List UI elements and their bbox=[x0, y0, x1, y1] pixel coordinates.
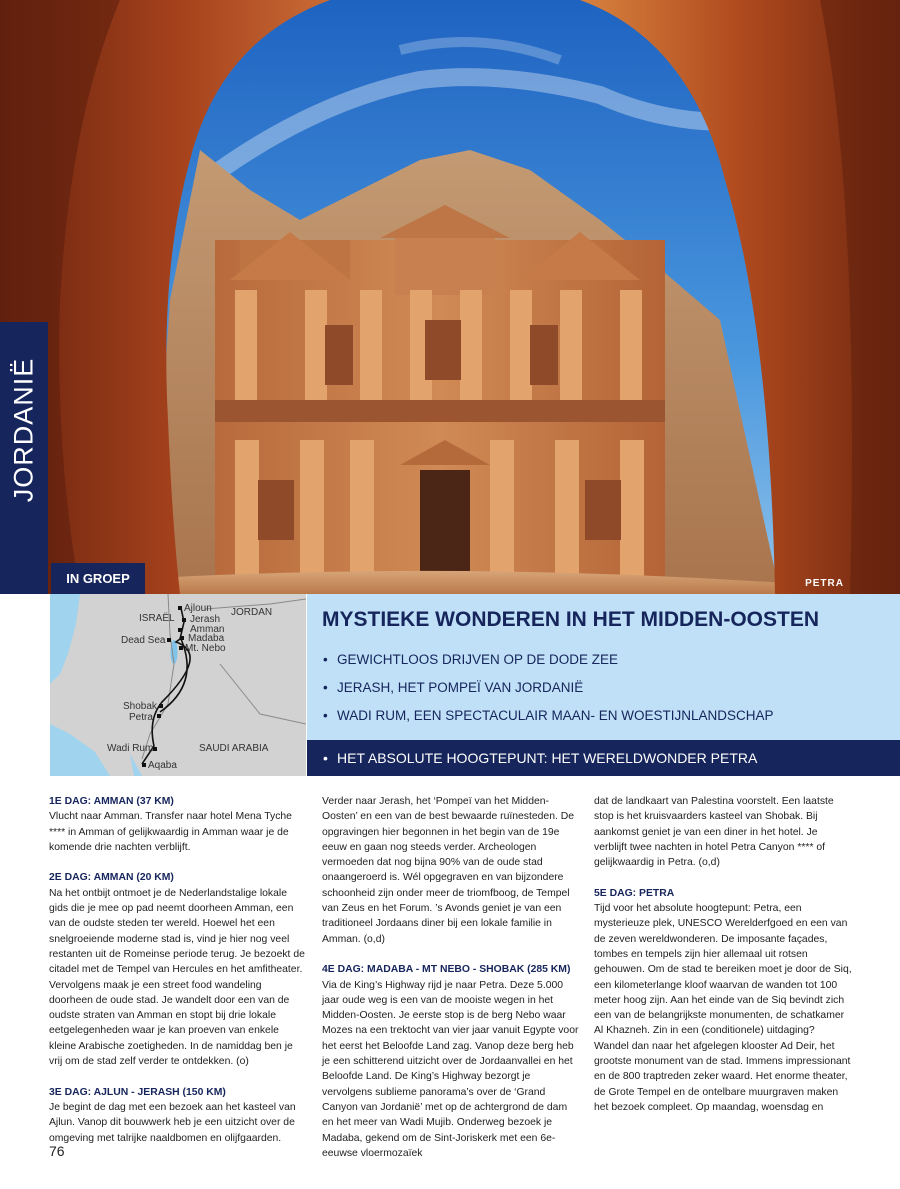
highlight-text: GEWICHTLOOS DRIJVEN OP DE DODE ZEE bbox=[337, 652, 619, 667]
map-label-petra: Petra bbox=[129, 712, 153, 723]
petra-monastery-image bbox=[0, 0, 900, 594]
map-label-wadi-rum: Wadi Rum bbox=[107, 743, 154, 754]
itinerary-day bbox=[49, 870, 307, 1069]
day-title: 2E DAG: AMMAN (20 KM) bbox=[49, 872, 174, 884]
day-text: Je begint de dag met een bezoek aan het kasteel van Ajlun. Vanop dit bouwwerk heb je een uitzicht over de omgeving met talrijke naaldbomen en olijfgaarden. bbox=[49, 1101, 296, 1144]
bullet-icon: • bbox=[323, 680, 328, 695]
day-text: Vlucht naar Amman. Transfer naar hotel Mena Tyche **** in Amman of gelijkwaardig in Amman waar je de komende drie nachten verblijft. bbox=[49, 811, 292, 853]
highlight-item bbox=[323, 650, 774, 678]
itinerary-day bbox=[594, 886, 852, 1115]
itinerary-day-continued bbox=[594, 794, 852, 870]
route-map bbox=[50, 594, 306, 776]
hero-photo bbox=[0, 0, 900, 594]
itinerary-day bbox=[49, 1085, 307, 1146]
page-number: 76 bbox=[49, 1143, 65, 1159]
highlight-item bbox=[323, 678, 774, 706]
map-label-saudi-arabia: SAUDI ARABIA bbox=[199, 743, 269, 754]
itinerary-column-1 bbox=[49, 794, 307, 1161]
highlights-panel bbox=[307, 594, 900, 740]
day-text: dat de landkaart van Palestina voorstelt. Een laatste stop is het kruisvaarders kasteel van Shobak. Bij aankomst geniet je van een diner in het hotel. Je verblijft twee nachten in hotel Petra Canyon **** of gelijkwaardig in Petra. (o,d) bbox=[594, 796, 834, 869]
day-text: Verder naar Jerash, het ‘Pompeï van het Midden-Oosten’ en een van de best bewaarde ruïnesteden. De opgravingen hier begonnen in het begin van de 19e eeuw en gaan nog steeds verder. Archeologen vermoeden dat nog bijna 90% van de oude stad onaangeroerd is. Wél opgegraven en van bijzondere schoonheid zijn onder meer de triomfboog, de Tempel van Zeus en het Forum. ’s Avonds geniet je van een traditioneel Jordaans diner bij een lokale familie in Amman. (o,d) bbox=[322, 796, 575, 945]
highlight-top-text: HET ABSOLUTE HOOGTEPUNT: HET WERELDWONDER PETRA bbox=[337, 750, 758, 766]
tour-title: MYSTIEKE WONDEREN IN HET MIDDEN-OOSTEN bbox=[322, 608, 820, 631]
itinerary-column-3 bbox=[594, 794, 852, 1131]
bullet-icon: • bbox=[323, 750, 328, 766]
itinerary-column-2 bbox=[322, 794, 580, 1176]
photo-caption: PETRA bbox=[805, 578, 844, 589]
map-label-mt-nebo: Mt. Nebo bbox=[185, 643, 226, 654]
highlights-list bbox=[323, 650, 774, 734]
highlight-text: WADI RUM, EEN SPECTACULAIR MAAN- EN WOESTIJNLANDSCHAP bbox=[337, 708, 774, 723]
highlight-item bbox=[323, 706, 774, 734]
highlight-text: JERASH, HET POMPEÏ VAN JORDANIË bbox=[337, 680, 584, 695]
day-title: 5E DAG: PETRA bbox=[594, 887, 675, 899]
bullet-icon: • bbox=[323, 708, 328, 723]
day-text: Tijd voor het absolute hoogtepunt: Petra, een mysterieuze plek, UNESCO Werelderfgoed en een van de zeven wereldwonderen. De imposante façades, tombes en tempels zijn hier allemaal uit rotsen gehouwen. Om de stad te bereiken moet je door de Siq, een kilometerlange kloof waarvan de wanden tot 100 meter hoog zijn. Aan het einde van de Siq bevindt zich een van de belangrijkste monumenten, de schatkamer Al Khazneh. Zin in een (conditionele) uitdaging? Wandel dan naar het afgelegen klooster Ad Deir, het grootste monument van de stad. Immens impressionant en de 800 traptreden zeker waard. Het enorme theater, de Grote Tempel en de ontelbare muurgraven maken het bezoek compleet. Op maandag, woensdag en bbox=[594, 903, 852, 1113]
map-label-madaba: Madaba bbox=[188, 633, 225, 644]
day-text: Na het ontbijt ontmoet je de Nederlandstalige lokale gids die je mee op pad neemt doorheen Amman, een van de oudste steden ter wereld. Hoewel het een snelgroeiende moderne stad is, vind je hier nog veel restanten uit de Romeinse periode terug. Je bezoekt de citadel met de Tempel van Hercules en het amfitheater. Vervolgens maak je een street food wandeling doorheen de oude stad. Je wandelt door een van de oudste straten van Amman en stopt bij drie lokale eetgelegenheden waar je kan proeven van enkele kleine Arabische zoetigheden. In de namiddag ben je vrij om de stad zelf verder te ontdekken. (o) bbox=[49, 887, 305, 1068]
itinerary-day-continued bbox=[322, 794, 580, 947]
group-badge: IN GROEP bbox=[51, 563, 145, 594]
map-label-dead-sea: Dead Sea bbox=[121, 635, 166, 646]
map-label-aqaba: Aqaba bbox=[148, 760, 177, 771]
map-label-israel: ISRAËL bbox=[139, 613, 175, 624]
section-tab-label: JORDANIË bbox=[8, 357, 39, 503]
map-label-ajloun: Ajloun bbox=[184, 603, 212, 614]
day-title: 3E DAG: AJLUN - JERASH (150 KM) bbox=[49, 1086, 226, 1098]
map-label-jerash: Jerash bbox=[190, 614, 221, 625]
map-label-amman: Amman bbox=[190, 624, 225, 635]
highlight-top-bar bbox=[307, 740, 900, 776]
day-title: 4E DAG: MADABA - MT NEBO - SHOBAK (285 KM) bbox=[322, 964, 571, 976]
map-label-shobak: Shobak bbox=[123, 701, 157, 712]
day-title: 1E DAG: AMMAN (37 KM) bbox=[49, 796, 174, 807]
itinerary-day bbox=[49, 794, 307, 855]
map-label-jordan: JORDAN bbox=[231, 607, 273, 618]
itinerary-day bbox=[322, 962, 580, 1161]
bullet-icon: • bbox=[323, 652, 328, 667]
day-text: Via de King’s Highway rijd je naar Petra. Deze 5.000 jaar oude weg is een van de mooiste wegen in het Midden-Oosten. Je eerste stop is de berg Nebo waar Mozes na een trektocht van vier jaar vanuit Egypte voor het eerst het Beloofde Land zag. Vanop deze berg heb je een schitterend uitzicht over de Jordaanvallei en het Beloofde Land. De King’s Highway bezorgt je vervolgens sublieme panorama’s over de ‘Grand Canyon van Jordanië’ met op de achtergrond de dam en het meer van Wadi Mujib. Onderweg bezoek je Madaba, gekend om de Sint-Joriskerk met een 6e-eeuwse vloermozaïek bbox=[322, 979, 579, 1159]
